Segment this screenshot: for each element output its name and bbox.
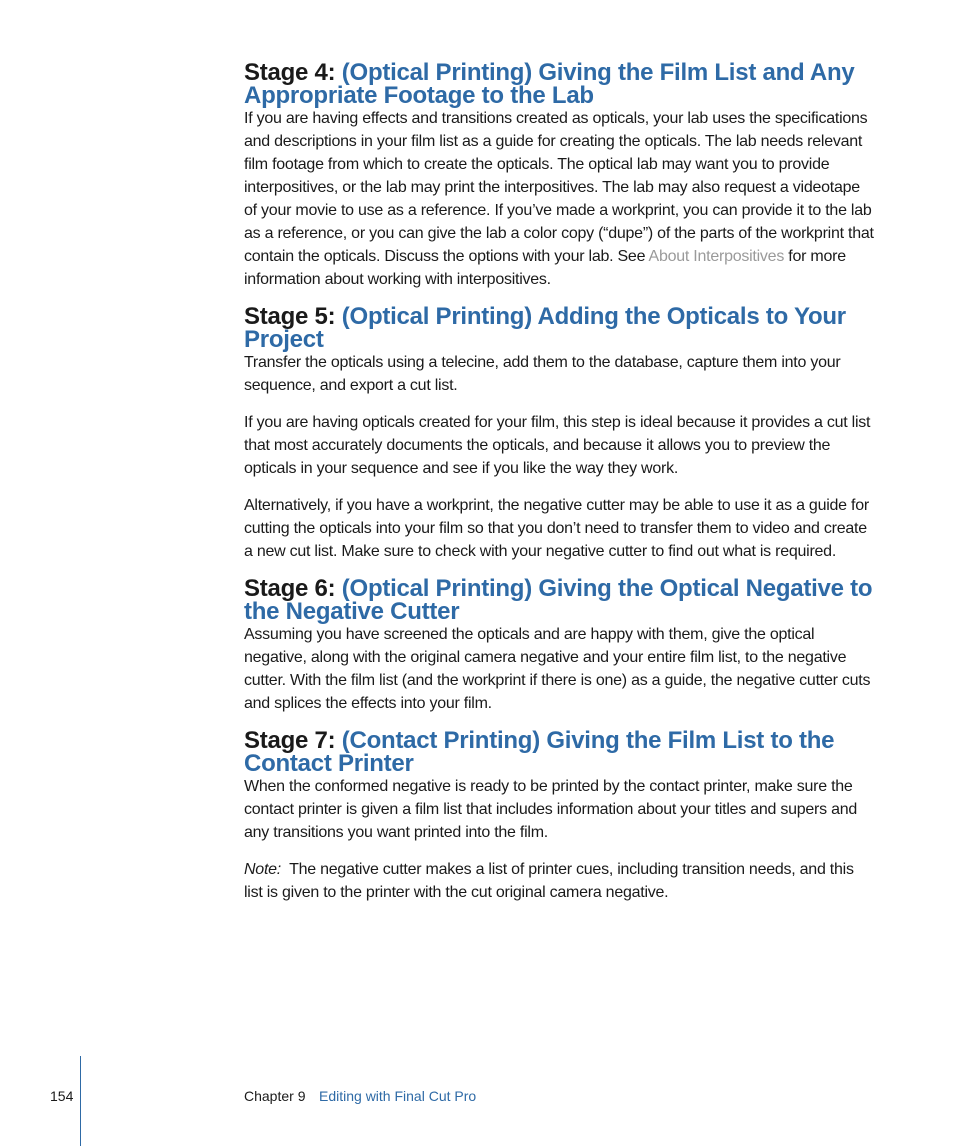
about-interpositives-link[interactable]: About Interpositives <box>648 248 785 265</box>
stage-5-label: Stage 5: <box>244 303 336 330</box>
note-label: Note: <box>244 861 281 878</box>
stage-7-heading <box>244 729 876 775</box>
stage-6-paragraph: Assuming you have screened the opticals and are happy with them, give the optical negative, along with the original camera negative and your entire film list, to the negative cutter. With the film list (and the workprint if there is one) as a guide, the negative cutter cuts and splices the effects into your film. <box>244 626 871 712</box>
stage-4-paragraph <box>244 107 876 291</box>
stage-4-title-link[interactable]: (Optical Printing) Giving the Film List and Any Appropriate Footage to the Lab <box>244 59 855 109</box>
stage-6-label: Stage 6: <box>244 575 336 602</box>
stage-5-paragraph-3: Alternatively, if you have a workprint, the negative cutter may be able to use it as a guide for cutting the opticals into your film so that you don’t need to transfer them to video and create a new cut list. Make sure to check with your negative cutter to find out what is required. <box>244 497 869 560</box>
note-text: The negative cutter makes a list of printer cues, including transition needs, and this list is given to the printer with the cut original camera negative. <box>244 861 858 901</box>
stage-5-paragraph-2: If you are having opticals created for your film, this step is ideal because it provides a cut list that most accurately documents the opticals, and because it allows you to preview the opticals in your sequence and see if you like the way they work. <box>244 414 871 477</box>
stage-7-title-link[interactable]: (Contact Printing) Giving the Film List to the Contact Printer <box>244 727 835 777</box>
stage-4-text-after-link: for more information about working with interpositives. <box>244 248 846 288</box>
stage-4-text-before-link: If you are having effects and transitions created as opticals, your lab uses the specifications and descriptions in your film list as a guide for creating the opticals. The lab needs relevant film footage from which to create the opticals. The optical lab may want you to provide interpositives, or the lab may print the interpositives. The lab may also request a videotape of your movie to use as a reference. If you’ve made a workprint, you can provide it to the lab as a reference, or you can give the lab a color copy (“dupe”) of the parts of the workprint that contain the opticals. Discuss the options with your lab. See <box>244 110 874 265</box>
document-body <box>244 61 876 904</box>
stage-4-heading <box>244 61 876 107</box>
stage-5-heading <box>244 305 876 351</box>
stage-6-title-link[interactable]: (Optical Printing) Giving the Optical Negative to the Negative Cutter <box>244 575 873 625</box>
stage-4-label: Stage 4: <box>244 59 336 86</box>
chapter-label: Chapter 9 <box>244 1088 306 1104</box>
chapter-title-link[interactable]: Editing with Final Cut Pro <box>319 1088 477 1104</box>
stage-7-label: Stage 7: <box>244 727 336 754</box>
stage-5-paragraph-1: Transfer the opticals using a telecine, add them to the database, capture them into your sequence, and export a cut list. <box>244 354 841 394</box>
page-footer <box>0 1084 954 1145</box>
stage-6-heading <box>244 577 876 623</box>
stage-7-paragraph: When the conformed negative is ready to be printed by the contact printer, make sure the contact printer is given a film list that includes information about your titles and supers and any transitions you want printed into the film. <box>244 778 858 841</box>
page-number: 154 <box>50 1088 74 1104</box>
footer-divider <box>80 1056 81 1146</box>
stage-5-title-link[interactable]: (Optical Printing) Adding the Opticals to Your Project <box>244 303 846 353</box>
note-paragraph <box>244 858 876 904</box>
